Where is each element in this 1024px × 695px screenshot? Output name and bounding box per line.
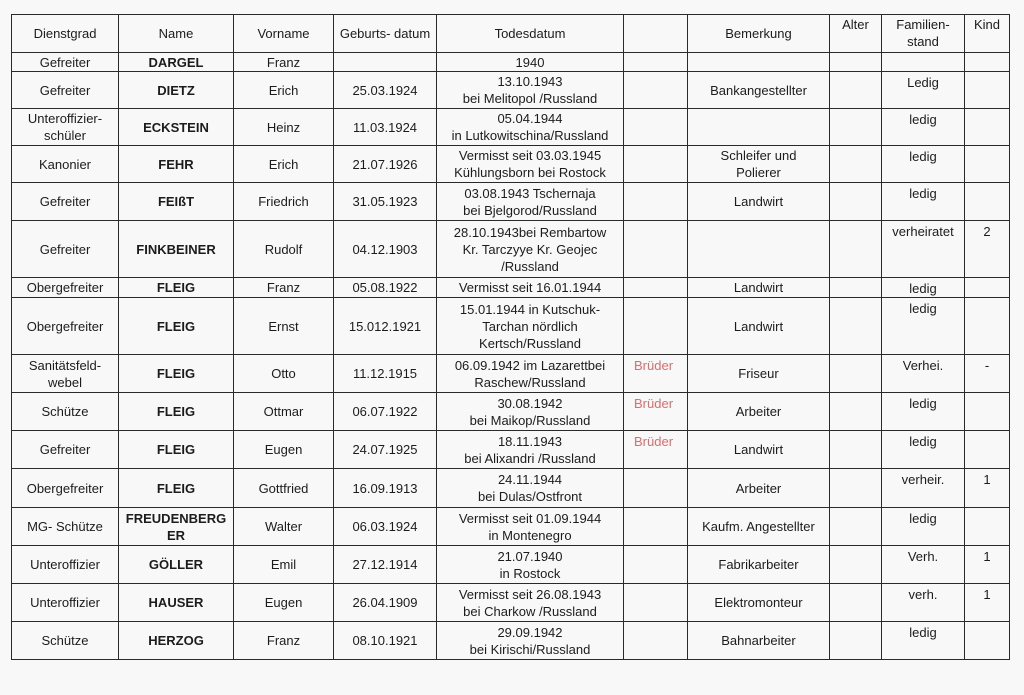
cell-name: GÖLLER <box>119 546 234 584</box>
cell-kind: 1 <box>965 469 1010 508</box>
cell-bemerkung: Arbeiter <box>688 393 830 431</box>
cell-todesdatum: Vermisst seit 16.01.1944 <box>437 278 624 298</box>
cell-alter <box>830 393 882 431</box>
cell-todesdatum: 13.10.1943 bei Melitopol /Russland <box>437 72 624 109</box>
cell-geburtsdatum: 04.12.1903 <box>334 221 437 278</box>
cell-kind <box>965 431 1010 469</box>
cell-vorname: Gottfried <box>234 469 334 508</box>
cell-geburtsdatum: 16.09.1913 <box>334 469 437 508</box>
cell-alter <box>830 221 882 278</box>
cell-dienstgrad: Gefreiter <box>12 53 119 72</box>
cell-familienstand: ledig <box>882 109 965 146</box>
cell-vorname: Franz <box>234 622 334 660</box>
cell-todesdatum: Vermisst seit 01.09.1944 in Montenegro <box>437 508 624 546</box>
cell-bemerkung: Schleifer und Polierer <box>688 146 830 183</box>
cell-note <box>624 278 688 298</box>
cell-vorname: Walter <box>234 508 334 546</box>
cell-kind: 1 <box>965 546 1010 584</box>
table-row <box>12 546 1010 584</box>
cell-dienstgrad: MG- Schütze <box>12 508 119 546</box>
cell-bemerkung: Bahnarbeiter <box>688 622 830 660</box>
cell-kind <box>965 53 1010 72</box>
cell-note <box>624 109 688 146</box>
cell-vorname: Otto <box>234 355 334 393</box>
table-row <box>12 278 1010 298</box>
cell-familienstand: ledig <box>882 508 965 546</box>
cell-name: FLEIG <box>119 469 234 508</box>
cell-note: Brüder <box>624 355 688 393</box>
cell-geburtsdatum: 21.07.1926 <box>334 146 437 183</box>
cell-kind <box>965 298 1010 355</box>
cell-note <box>624 508 688 546</box>
cell-geburtsdatum: 24.07.1925 <box>334 431 437 469</box>
cell-todesdatum: 15.01.1944 in Kutschuk- Tarchan nördlich Kertsch/Russland <box>437 298 624 355</box>
table-row <box>12 431 1010 469</box>
header-kind: Kind <box>965 15 1010 53</box>
cell-dienstgrad: Obergefreiter <box>12 469 119 508</box>
cell-dienstgrad: Kanonier <box>12 146 119 183</box>
cell-alter <box>830 146 882 183</box>
cell-name: DIETZ <box>119 72 234 109</box>
table-row <box>12 584 1010 622</box>
cell-kind: - <box>965 355 1010 393</box>
header-bemerkung: Bemerkung <box>688 15 830 53</box>
cell-note <box>624 146 688 183</box>
header-extra <box>624 15 688 53</box>
casualty-table <box>11 14 1010 660</box>
cell-vorname: Franz <box>234 278 334 298</box>
cell-geburtsdatum: 11.12.1915 <box>334 355 437 393</box>
cell-name: FLEIG <box>119 298 234 355</box>
cell-vorname: Franz <box>234 53 334 72</box>
cell-note: Brüder <box>624 393 688 431</box>
cell-geburtsdatum <box>334 53 437 72</box>
cell-todesdatum: 1940 <box>437 53 624 72</box>
cell-alter <box>830 546 882 584</box>
cell-todesdatum: 05.04.1944 in Lutkowitschina/Russland <box>437 109 624 146</box>
cell-name: FEHR <box>119 146 234 183</box>
cell-alter <box>830 72 882 109</box>
cell-kind <box>965 393 1010 431</box>
cell-todesdatum: 06.09.1942 im Lazarettbei Raschew/Russland <box>437 355 624 393</box>
cell-todesdatum: Vermisst seit 26.08.1943 bei Charkow /Russland <box>437 584 624 622</box>
cell-bemerkung <box>688 53 830 72</box>
table-row <box>12 469 1010 508</box>
cell-note <box>624 53 688 72</box>
cell-familienstand: Ledig <box>882 72 965 109</box>
cell-alter <box>830 431 882 469</box>
cell-geburtsdatum: 06.07.1922 <box>334 393 437 431</box>
cell-dienstgrad: Unteroffizier <box>12 584 119 622</box>
cell-alter <box>830 508 882 546</box>
table-row <box>12 109 1010 146</box>
header-vorname: Vorname <box>234 15 334 53</box>
cell-geburtsdatum: 15.012.1921 <box>334 298 437 355</box>
table-row <box>12 622 1010 660</box>
cell-bemerkung: Friseur <box>688 355 830 393</box>
cell-todesdatum: 03.08.1943 Tschernaja bei Bjelgorod/Russland <box>437 183 624 221</box>
cell-todesdatum: 28.10.1943bei Rembartow Kr. Tarczyye Kr. Geojec /Russland <box>437 221 624 278</box>
cell-geburtsdatum: 08.10.1921 <box>334 622 437 660</box>
cell-familienstand <box>882 53 965 72</box>
cell-dienstgrad: Unteroffizier- schüler <box>12 109 119 146</box>
cell-vorname: Erich <box>234 146 334 183</box>
cell-bemerkung: Elektromonteur <box>688 584 830 622</box>
cell-alter <box>830 469 882 508</box>
cell-vorname: Ottmar <box>234 393 334 431</box>
header-familienstand: Familien- stand <box>882 15 965 53</box>
table-row <box>12 508 1010 546</box>
cell-vorname: Ernst <box>234 298 334 355</box>
cell-kind: 1 <box>965 584 1010 622</box>
cell-vorname: Rudolf <box>234 221 334 278</box>
cell-kind <box>965 72 1010 109</box>
cell-kind <box>965 622 1010 660</box>
table-row <box>12 183 1010 221</box>
cell-dienstgrad: Obergefreiter <box>12 298 119 355</box>
cell-dienstgrad: Unteroffizier <box>12 546 119 584</box>
cell-todesdatum: Vermisst seit 03.03.1945 Kühlungsborn bei Rostock <box>437 146 624 183</box>
cell-dienstgrad: Sanitätsfeld- webel <box>12 355 119 393</box>
cell-familienstand: Verh. <box>882 546 965 584</box>
header-todesdatum: Todesdatum <box>437 15 624 53</box>
cell-bemerkung: Bankangestellter <box>688 72 830 109</box>
cell-kind <box>965 278 1010 298</box>
cell-name: HAUSER <box>119 584 234 622</box>
cell-familienstand: ledig <box>882 622 965 660</box>
cell-bemerkung: Landwirt <box>688 298 830 355</box>
cell-name: FINKBEINER <box>119 221 234 278</box>
cell-alter <box>830 109 882 146</box>
header-row <box>12 15 1010 53</box>
cell-note <box>624 298 688 355</box>
cell-name: FEIßT <box>119 183 234 221</box>
cell-todesdatum: 29.09.1942 bei Kirischi/Russland <box>437 622 624 660</box>
cell-vorname: Heinz <box>234 109 334 146</box>
cell-dienstgrad: Schütze <box>12 393 119 431</box>
header-name: Name <box>119 15 234 53</box>
cell-note <box>624 221 688 278</box>
cell-bemerkung: Landwirt <box>688 278 830 298</box>
cell-familienstand: ledig <box>882 278 965 298</box>
cell-alter <box>830 622 882 660</box>
cell-alter <box>830 53 882 72</box>
cell-name: ECKSTEIN <box>119 109 234 146</box>
cell-note: Brüder <box>624 431 688 469</box>
table-row <box>12 355 1010 393</box>
cell-vorname: Eugen <box>234 431 334 469</box>
cell-note <box>624 469 688 508</box>
cell-note <box>624 72 688 109</box>
cell-familienstand: verheiratet <box>882 221 965 278</box>
cell-dienstgrad: Gefreiter <box>12 221 119 278</box>
table-row <box>12 393 1010 431</box>
cell-todesdatum: 18.11.1943 bei Alixandri /Russland <box>437 431 624 469</box>
table-row <box>12 72 1010 109</box>
cell-kind <box>965 508 1010 546</box>
cell-geburtsdatum: 26.04.1909 <box>334 584 437 622</box>
header-alter: Alter <box>830 15 882 53</box>
cell-dienstgrad: Gefreiter <box>12 183 119 221</box>
cell-vorname: Emil <box>234 546 334 584</box>
table-row <box>12 221 1010 278</box>
cell-name: FLEIG <box>119 431 234 469</box>
cell-kind <box>965 109 1010 146</box>
cell-kind <box>965 183 1010 221</box>
cell-name: FLEIG <box>119 393 234 431</box>
cell-geburtsdatum: 27.12.1914 <box>334 546 437 584</box>
cell-familienstand: ledig <box>882 146 965 183</box>
cell-geburtsdatum: 31.05.1923 <box>334 183 437 221</box>
header-dienstgrad: Dienstgrad <box>12 15 119 53</box>
cell-bemerkung <box>688 221 830 278</box>
cell-alter <box>830 355 882 393</box>
table-row <box>12 298 1010 355</box>
cell-alter <box>830 584 882 622</box>
cell-note <box>624 546 688 584</box>
cell-familienstand: ledig <box>882 393 965 431</box>
cell-note <box>624 622 688 660</box>
cell-alter <box>830 298 882 355</box>
cell-note <box>624 183 688 221</box>
cell-bemerkung: Fabrikarbeiter <box>688 546 830 584</box>
cell-familienstand: Verhei. <box>882 355 965 393</box>
cell-vorname: Erich <box>234 72 334 109</box>
cell-todesdatum: 30.08.1942 bei Maikop/Russland <box>437 393 624 431</box>
cell-alter <box>830 278 882 298</box>
cell-dienstgrad: Schütze <box>12 622 119 660</box>
cell-dienstgrad: Gefreiter <box>12 72 119 109</box>
cell-bemerkung: Landwirt <box>688 183 830 221</box>
cell-dienstgrad: Obergefreiter <box>12 278 119 298</box>
cell-familienstand: ledig <box>882 431 965 469</box>
cell-note <box>624 584 688 622</box>
cell-bemerkung: Arbeiter <box>688 469 830 508</box>
cell-name: DARGEL <box>119 53 234 72</box>
cell-name: FREUDENBERG ER <box>119 508 234 546</box>
cell-geburtsdatum: 06.03.1924 <box>334 508 437 546</box>
header-geburtsdatum: Geburts- datum <box>334 15 437 53</box>
cell-kind <box>965 146 1010 183</box>
table-row <box>12 53 1010 72</box>
cell-bemerkung: Landwirt <box>688 431 830 469</box>
cell-geburtsdatum: 25.03.1924 <box>334 72 437 109</box>
cell-vorname: Friedrich <box>234 183 334 221</box>
cell-alter <box>830 183 882 221</box>
cell-kind: 2 <box>965 221 1010 278</box>
cell-vorname: Eugen <box>234 584 334 622</box>
cell-todesdatum: 21.07.1940 in Rostock <box>437 546 624 584</box>
cell-dienstgrad: Gefreiter <box>12 431 119 469</box>
cell-bemerkung: Kaufm. Angestellter <box>688 508 830 546</box>
cell-name: FLEIG <box>119 355 234 393</box>
cell-familienstand: verheir. <box>882 469 965 508</box>
cell-familienstand: verh. <box>882 584 965 622</box>
cell-bemerkung <box>688 109 830 146</box>
cell-name: HERZOG <box>119 622 234 660</box>
cell-familienstand: ledig <box>882 298 965 355</box>
cell-todesdatum: 24.11.1944 bei Dulas/Ostfront <box>437 469 624 508</box>
table-row <box>12 146 1010 183</box>
cell-geburtsdatum: 05.08.1922 <box>334 278 437 298</box>
cell-geburtsdatum: 11.03.1924 <box>334 109 437 146</box>
cell-familienstand: ledig <box>882 183 965 221</box>
cell-name: FLEIG <box>119 278 234 298</box>
